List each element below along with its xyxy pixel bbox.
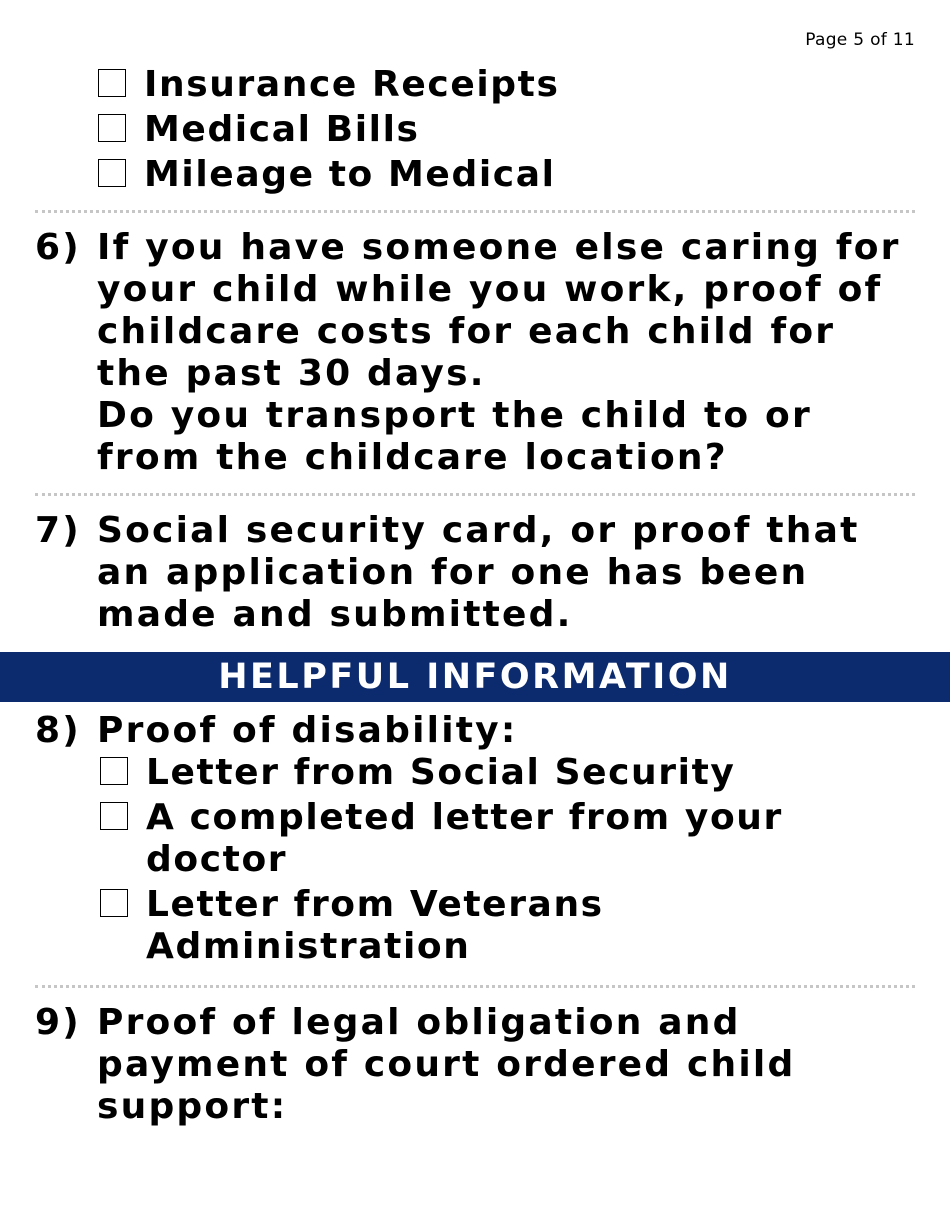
medical-bills-checkbox[interactable] [98,114,126,142]
item-number: 7) [35,510,81,551]
list-item [100,884,920,968]
item-7-social-security [0,510,950,636]
checkbox-label: A completed letter from your doctor [146,797,783,880]
item-9-child-support [0,1002,950,1128]
insurance-receipts-checkbox[interactable] [98,69,126,97]
item-number: 8) [35,710,81,751]
veterans-letter-checkbox[interactable] [100,889,128,917]
checkbox-label: Letter from Social Security [146,752,736,793]
item-9-text: Proof of legal obligation and payment of court ordered child support: [97,1002,796,1127]
disability-proof-checklist [97,752,920,968]
helpful-information-banner: HELPFUL INFORMATION [0,652,950,702]
checkbox-label: Medical Bills [144,109,420,150]
item-6-childcare [0,227,950,479]
medical-expense-checklist [0,64,950,196]
item-8-title: Proof of disability: [97,710,518,751]
item-number: 6) [35,227,81,268]
item-8-disability [0,710,950,971]
checkbox-label: Letter from Veterans Administration [146,884,604,967]
checkbox-label: Mileage to Medical [144,154,556,195]
list-item [100,752,920,794]
dotted-divider [35,210,915,213]
checkbox-label: Insurance Receipts [144,64,560,105]
list-item [98,64,950,106]
dotted-divider [35,493,915,496]
list-item [98,109,950,151]
item-6-question: Do you transport the child to or from the childcare location? [97,395,812,478]
item-6-text: If you have someone else caring for your child while you work, proof of childcare costs for each child for the past 30 days. [97,227,901,394]
item-7-text: Social security card, or proof that an application for one has been made and submitted. [97,510,860,635]
list-item [100,797,920,881]
mileage-to-medical-checkbox[interactable] [98,159,126,187]
social-security-letter-checkbox[interactable] [100,757,128,785]
document-content [0,64,950,1128]
page-number: Page 5 of 11 [805,30,915,50]
dotted-divider [35,985,915,988]
list-item [98,154,950,196]
item-number: 9) [35,1002,81,1043]
doctor-letter-checkbox[interactable] [100,802,128,830]
